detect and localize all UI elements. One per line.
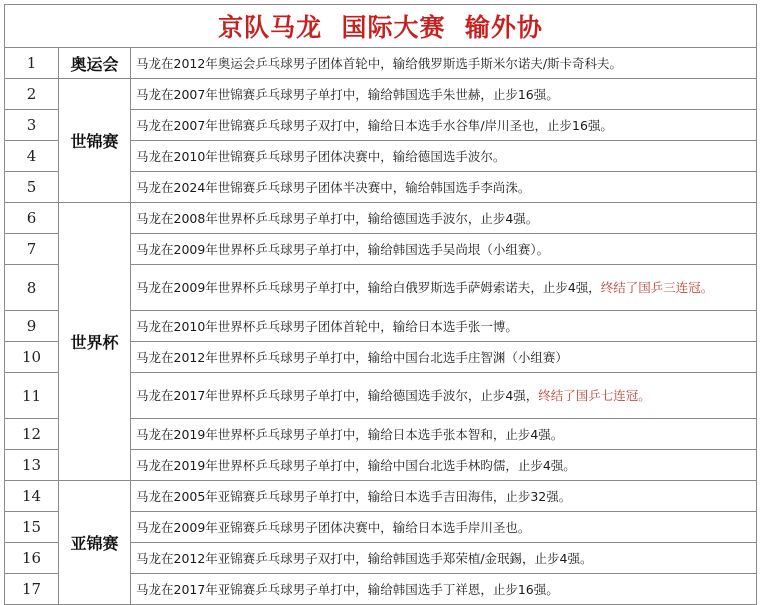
row-number: 5 — [5, 172, 59, 203]
row-description: 马龙在2007年世锦赛乒乓球男子双打中，输给日本选手水谷隼/岸川圣也，止步16强。 — [131, 110, 757, 141]
row-number: 4 — [5, 141, 59, 172]
table-row — [5, 79, 757, 110]
row-number: 16 — [5, 543, 59, 574]
row-description: 马龙在2008年世界杯乒乓球男子单打中，输给德国选手波尔，止步4强。 — [131, 203, 757, 234]
row-description: 马龙在2019年世界杯乒乓球男子单打中，输给中国台北选手林昀儒，止步4强。 — [131, 450, 757, 481]
row-number: 3 — [5, 110, 59, 141]
table-row — [5, 48, 757, 79]
highlight-note: 终结了国乒七连冠。 — [538, 388, 651, 403]
row-number: 2 — [5, 79, 59, 110]
row-description: 马龙在2009年世界杯乒乓球男子单打中，输给白俄罗斯选手萨姆索诺夫，止步4强，终结了国乒三连冠。 — [131, 265, 757, 311]
table-title: 京队马龙 国际大赛 输外协 — [5, 5, 757, 48]
category-worlds: 世锦赛 — [59, 79, 131, 203]
row-description: 马龙在2009年世界杯乒乓球男子单打中，输给韩国选手吴尚垠（小组赛）。 — [131, 234, 757, 265]
row-description: 马龙在2010年世界杯乒乓球男子团体首轮中，输给日本选手张一博。 — [131, 311, 757, 342]
table-row — [5, 481, 757, 512]
row-number: 15 — [5, 512, 59, 543]
row-number: 8 — [5, 265, 59, 311]
row-description: 马龙在2007年世锦赛乒乓球男子单打中，输给韩国选手朱世赫，止步16强。 — [131, 79, 757, 110]
row-description: 马龙在2012年世界杯乒乓球男子单打中，输给中国台北选手庄智渊（小组赛） — [131, 342, 757, 373]
row-description: 马龙在2017年亚锦赛乒乓球男子单打中，输给韩国选手丁祥恩，止步16强。 — [131, 574, 757, 605]
category-worldcup: 世界杯 — [59, 203, 131, 481]
row-description: 马龙在2012年亚锦赛乒乓球男子双打中，输给韩国选手郑荣植/金珉錫，止步4强。 — [131, 543, 757, 574]
row-number: 14 — [5, 481, 59, 512]
document-page — [4, 4, 756, 598]
row-number: 9 — [5, 311, 59, 342]
row-number: 7 — [5, 234, 59, 265]
row-description: 马龙在2012年奥运会乒乓球男子团体首轮中，输给俄罗斯选手斯米尔诺夫/斯卡奇科夫。 — [131, 48, 757, 79]
row-number: 1 — [5, 48, 59, 79]
row-number: 17 — [5, 574, 59, 605]
row-description: 马龙在2009年亚锦赛乒乓球男子团体决赛中，输给日本选手岸川圣也。 — [131, 512, 757, 543]
row-number: 10 — [5, 342, 59, 373]
highlight-note: 终结了国乒三连冠。 — [600, 280, 714, 295]
category-asian: 亚锦赛 — [59, 481, 131, 605]
row-description: 马龙在2019年世界杯乒乓球男子单打中，输给日本选手张本智和，止步4强。 — [131, 419, 757, 450]
row-description: 马龙在2017年世界杯乒乓球男子单打中，输给德国选手波尔，止步4强，终结了国乒七连冠。 — [131, 373, 757, 419]
row-description: 马龙在2024年世锦赛乒乓球男子团体半决赛中，输给韩国选手李尚洙。 — [131, 172, 757, 203]
category-olympics: 奥运会 — [59, 48, 131, 79]
table-row — [5, 203, 757, 234]
losses-table — [4, 4, 757, 605]
row-number: 12 — [5, 419, 59, 450]
row-number: 11 — [5, 373, 59, 419]
row-description: 马龙在2010年世锦赛乒乓球男子团体决赛中，输给德国选手波尔。 — [131, 141, 757, 172]
row-number: 6 — [5, 203, 59, 234]
row-description: 马龙在2005年亚锦赛乒乓球男子单打中，输给日本选手吉田海伟，止步32强。 — [131, 481, 757, 512]
row-number: 13 — [5, 450, 59, 481]
